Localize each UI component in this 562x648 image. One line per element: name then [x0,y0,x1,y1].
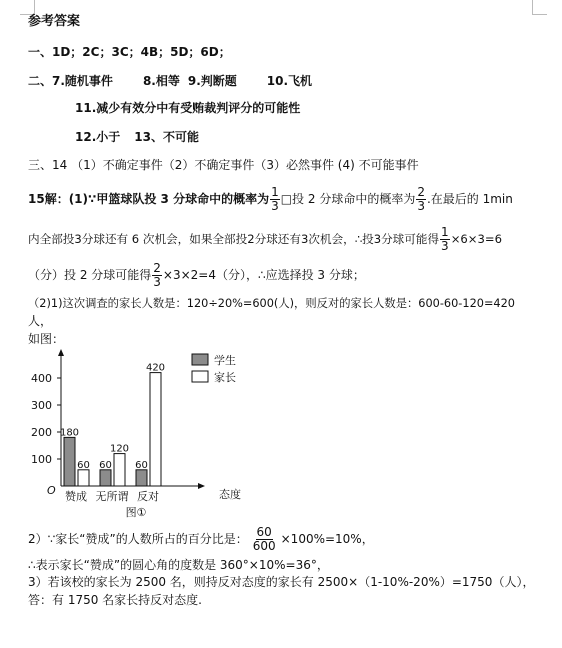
q15-line-1-a: 15解：(1)∵甲篮球队投 3 分球命中的概率为 [28,192,270,206]
bar-value-label: 60 [135,459,148,471]
fraction-denominator: 3 [271,199,279,213]
bar-chart [22,346,262,518]
page-corner-mark-left [20,0,35,15]
legend-label: 家长 [214,371,236,384]
section-2-row-3 [75,129,199,145]
fraction-60-over-600 [252,526,277,553]
section-2-prefix: 二、 [28,74,53,88]
section-2-row-1 [28,73,312,89]
q15-line-2-a: 内全部投3分球还有 6 次机会，如果全部投2分球还有3次机会，∴投3分球可能得 [28,232,440,246]
bar-parent [114,454,125,486]
fraction-denominator: 600 [252,539,276,553]
x-category-label: 无所谓 [95,490,129,503]
fraction-denominator: 3 [153,275,161,289]
section-3-answers: 三、14 （1）不确定事件（2）不确定事件（3）必然事件 (4) 不可能事件 [28,158,419,172]
fraction-numerator: 2 [153,261,161,275]
x-category-label: 反对 [137,490,159,503]
y-tick-label: 100 [31,453,52,466]
q15-line-3 [28,262,365,289]
fraction-numerator: 1 [441,225,449,239]
y-ticks [31,372,61,466]
bar-parent [78,470,89,486]
bar-student [100,470,111,486]
answer-7: 7.随机事件 [52,74,113,88]
final-answer: 答：有 1750 名家长持反对态度. [28,593,202,607]
x-category-label: 赞成 [65,490,87,503]
q15-line-1-c: .在最后的 1min [426,192,513,206]
fraction-denominator: 3 [441,239,449,253]
x-axis-label: 态度 [219,488,241,501]
bars [60,363,165,486]
y-tick-label: 300 [31,399,52,412]
section-1-answers: 一、1D；2C；3C；4B；5D；6D； [28,45,231,59]
answer-2-line-1-b: ×100%=10%， [280,532,374,546]
answer-2-line-1 [28,526,374,553]
bar-student [64,437,75,486]
answer-11: 11.减少有效分中有受贿裁判评分的可能性 [75,101,301,115]
origin-label: O [47,484,56,497]
answer-3-line: 3）若该校的家长为 2500 名，则持反对态度的家长有 2500×（1-10%-20%）=1750（人）， [28,575,535,589]
q15-line-4: （2)1)这次调查的家长人数是：120÷20%=600(人)，则反对的家长人数是：600-60-120=420 [28,297,515,310]
fraction-two-thirds [152,262,162,289]
y-axis [58,349,64,486]
x-categories [65,489,159,503]
bar-value-label: 60 [99,459,112,471]
answer-12: 12.小于 [75,130,121,144]
legend [192,353,236,384]
answer-13: 13、不可能 [134,130,199,144]
q15-line-2 [28,226,502,253]
answer-8: 8.相等 [142,74,180,88]
bar-parent [150,373,161,486]
fraction-denominator: 3 [417,199,425,213]
q15-line-3-a: （分）投 2 分球可能得 [28,268,152,282]
q15-line-5: 人， [28,314,53,328]
bar-value-label: 120 [109,443,130,455]
bar-value-label: 420 [145,362,166,374]
y-tick-label: 200 [31,426,52,439]
bar-student [136,470,147,486]
answer-10: 10.飞机 [266,74,313,88]
q15-line-6: 如图： [28,332,65,346]
fraction-one-third [270,186,280,213]
fraction-numerator: 1 [271,185,279,199]
bar-value-label: 60 [77,459,90,471]
q15-line-3-b: ×3×2=4（分），∴应选择投 3 分球； [162,268,365,282]
fraction-numerator: 60 [256,525,272,539]
page-title: 参考答案 [28,14,81,29]
answer-2-line-1-a: 2）∵家长“赞成”的人数所占的百分比是： [28,532,248,546]
q15-line-1 [28,186,513,213]
fraction-one-third [440,226,450,253]
q15-line-1-b: □投 2 分球命中的概率为 [280,192,416,206]
chart-caption: 图① [125,506,147,518]
legend-swatch [192,371,208,382]
legend-swatch [192,354,208,365]
y-axis-arrow-icon [58,349,64,356]
page-corner-mark-right [532,0,547,15]
q15-line-2-b: ×6×3=6 [450,232,502,246]
fraction-numerator: 2 [417,185,425,199]
answer-9: 9.判断题 [187,74,237,88]
fraction-two-thirds [416,186,426,213]
bar-value-label: 180 [59,427,80,439]
answer-2-line-2: ∴表示家长“赞成”的圆心角的度数是 360°×10%=36°， [28,558,329,572]
y-tick-label: 400 [31,372,52,385]
legend-label: 学生 [214,354,236,367]
x-axis-arrow-icon [198,483,205,489]
